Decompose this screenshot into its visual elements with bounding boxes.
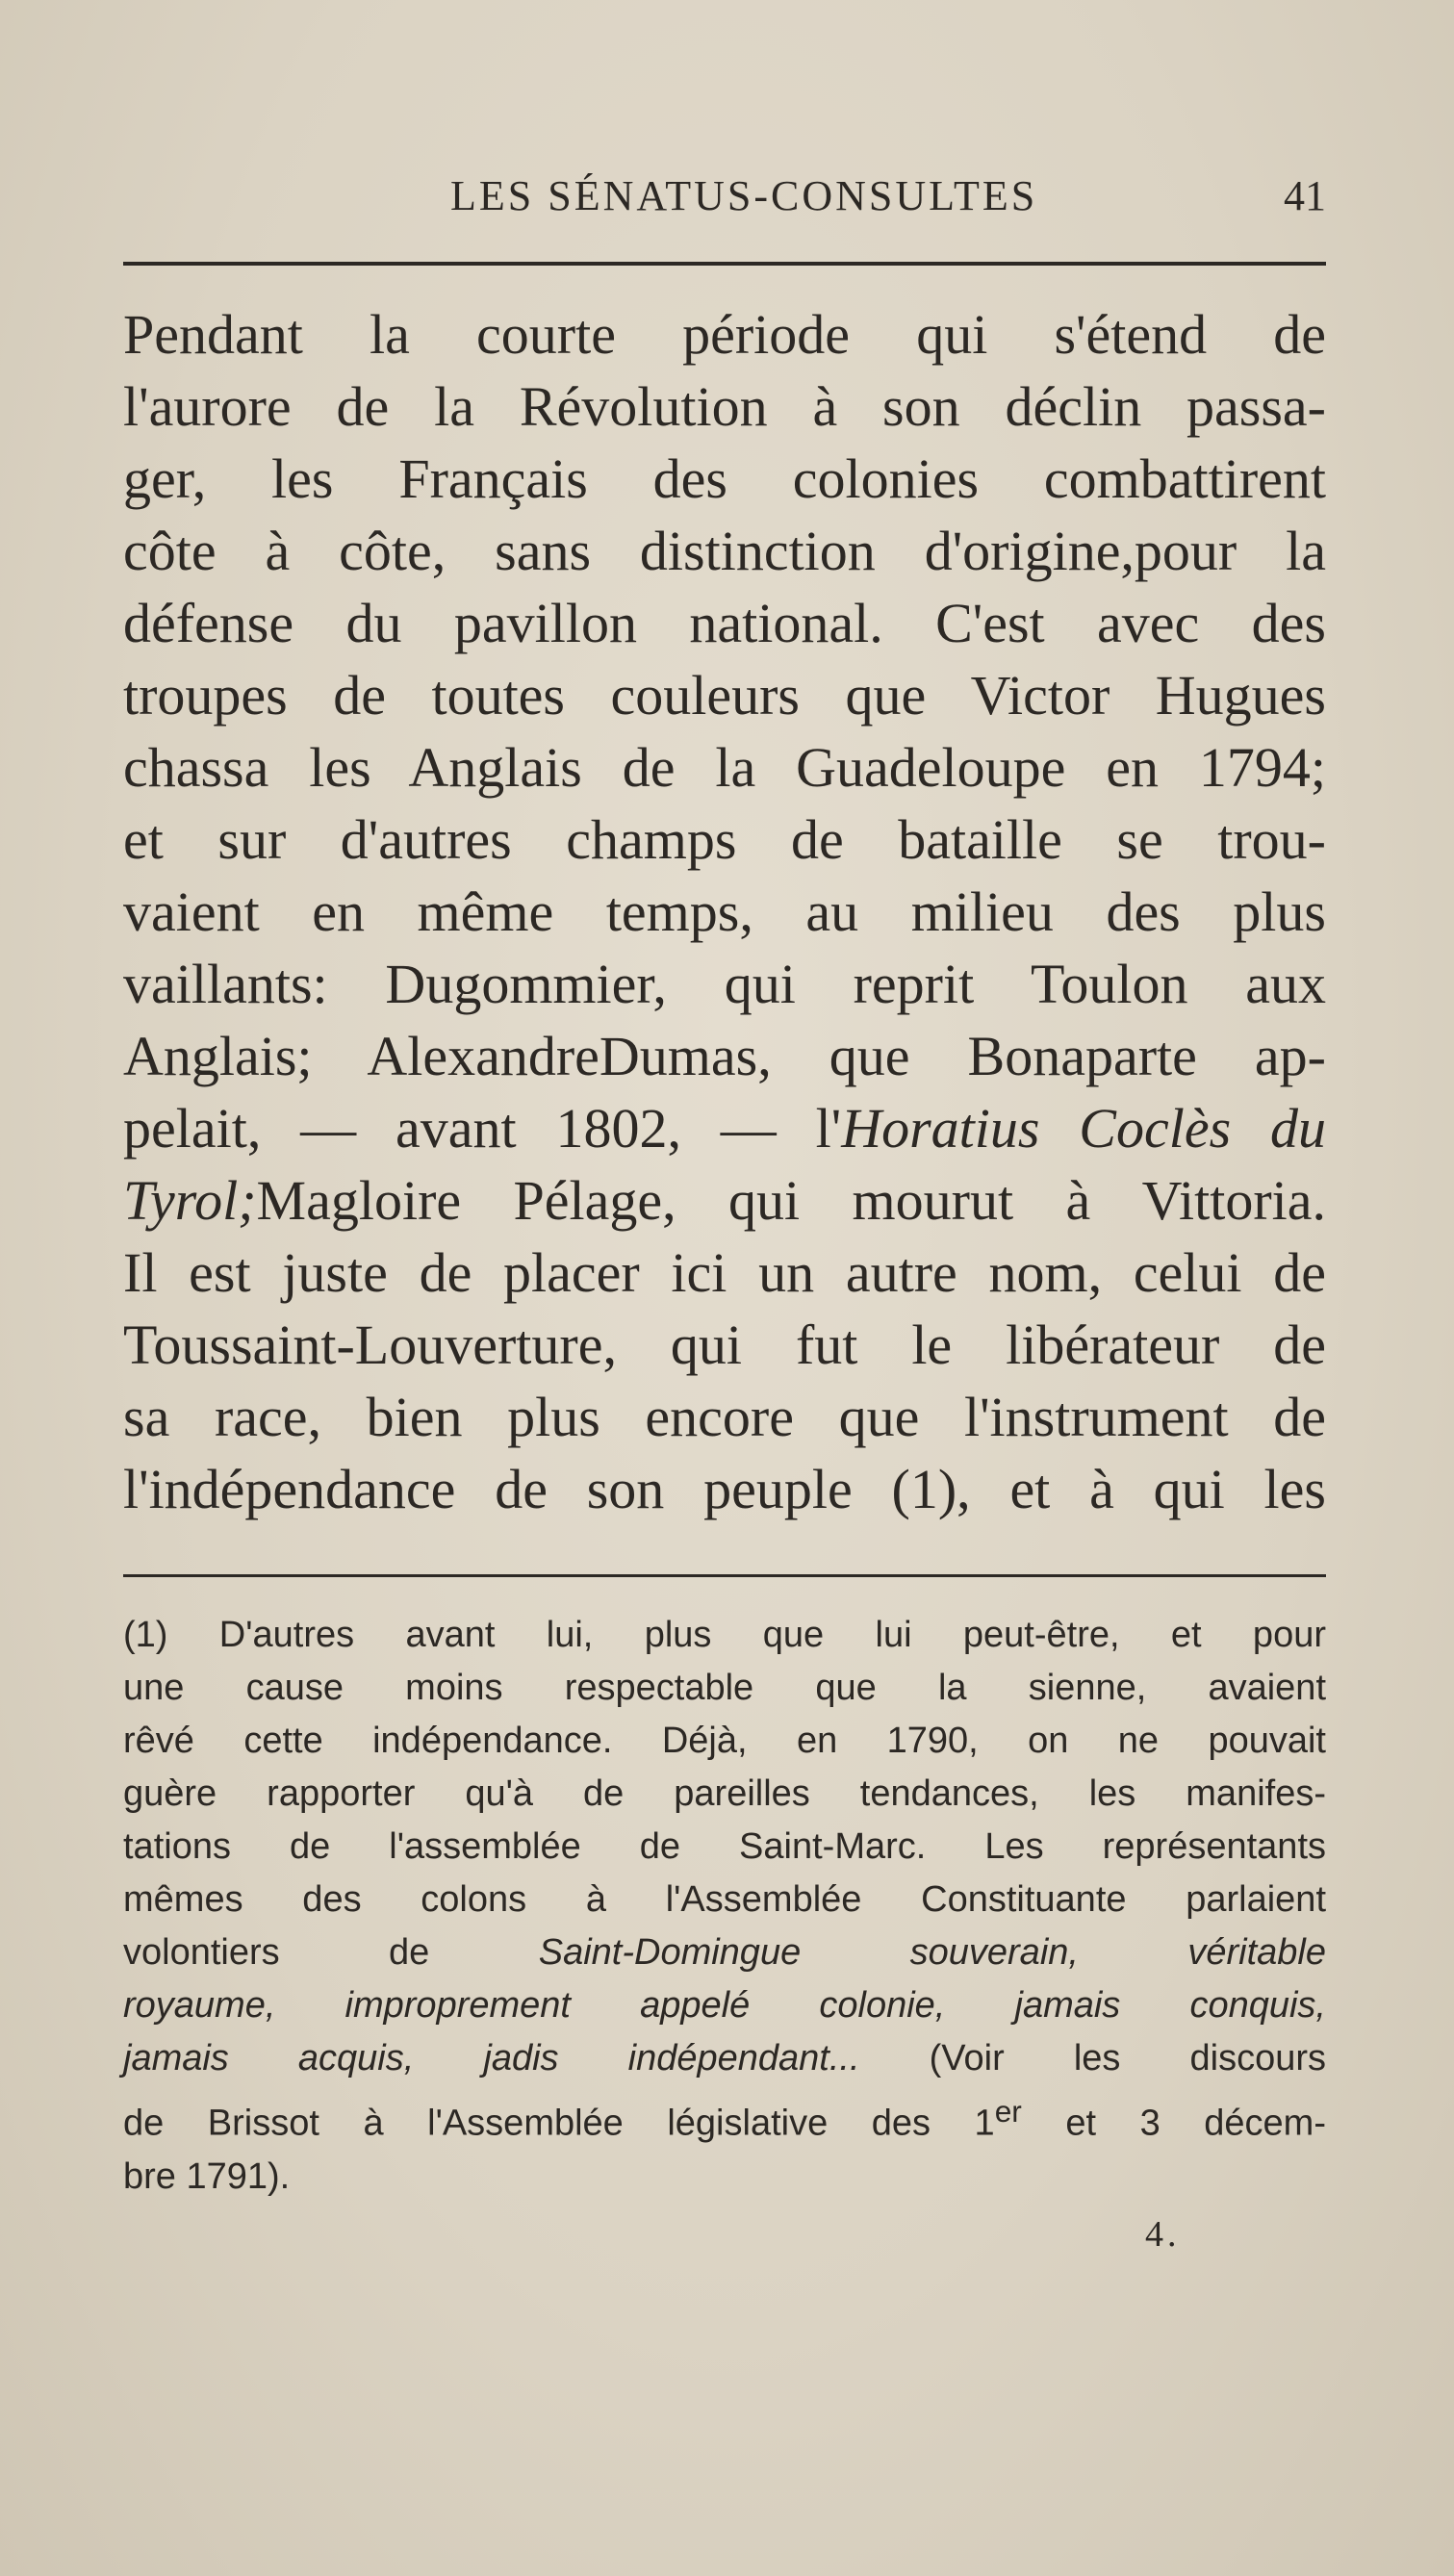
- footnote-line: rêvé cette indépendance. Déjà, en 1790, on ne pouvait: [123, 1721, 1326, 1761]
- superscript: er: [994, 2094, 1022, 2129]
- footnote-line: [123, 1926, 1326, 1979]
- signature-mark: 4.: [1145, 2214, 1181, 2255]
- italic-segment: Saint-Domingue souverain, véritable: [538, 1932, 1326, 1973]
- text-line: Il est juste de placer ici un autre nom, celui de: [123, 1241, 1326, 1304]
- footnote-line: (1) D'autres avant lui, plus que lui peut-être, et pour: [123, 1615, 1326, 1655]
- footnote-line: bre 1791).: [123, 2155, 291, 2197]
- text-segment: pelait, — avant 1802, — l': [123, 1097, 842, 1160]
- footnote-line: [123, 2085, 1326, 2151]
- footnote-line: [123, 2032, 1326, 2085]
- italic-segment: Horatius Coclès du: [841, 1097, 1326, 1160]
- main-text: [123, 298, 1326, 1525]
- footnote: [123, 1609, 1326, 2204]
- text-line: et sur d'autres champs de bataille se trou-: [123, 808, 1326, 871]
- page-header: [123, 166, 1326, 233]
- footnote-line: une cause moins respectable que la sienne, avaient: [123, 1668, 1326, 1708]
- page-number: 41: [1284, 172, 1326, 219]
- footnote-rule: [123, 1574, 1326, 1577]
- text-segment: Magloire Pélage, qui mourut à Vittoria.: [256, 1169, 1326, 1232]
- text-line: ger, les Français des colonies combattirent: [123, 447, 1326, 510]
- text-segment: et 3 décem-: [1021, 2103, 1326, 2144]
- text-line: sa race, bien plus encore que l'instrument de: [123, 1386, 1326, 1448]
- text-line: l'aurore de la Révolution à son déclin passa-: [123, 375, 1326, 438]
- italic-segment: jamais acquis, jadis indépendant...: [123, 2038, 860, 2079]
- text-line: vaillants: Dugommier, qui reprit Toulon aux: [123, 953, 1326, 1015]
- footnote-line: tations de l'assemblée de Saint-Marc. Les représentants: [123, 1826, 1326, 1867]
- italic-segment: Tyrol;: [123, 1169, 257, 1232]
- text-line: Anglais; AlexandreDumas, que Bonaparte ap-: [123, 1025, 1326, 1087]
- header-rule: [123, 262, 1326, 266]
- footnote-line: guère rapporter qu'à de pareilles tendances, les manifes-: [123, 1773, 1326, 1814]
- text-line: chassa les Anglais de la Guadeloupe en 1794;: [123, 736, 1326, 799]
- text-segment: (Voir les discours: [859, 2038, 1326, 2079]
- text-line: vaient en même temps, au milieu des plus: [123, 880, 1326, 943]
- text-segment: de Brissot à l'Assemblée législative des 1: [123, 2103, 995, 2144]
- text-line: l'indépendance de son peuple (1), et à qui les: [123, 1458, 1326, 1520]
- text-line: troupes de toutes couleurs que Victor Hugues: [123, 664, 1326, 727]
- text-line: Toussaint-Louverture, qui fut le libérateur de: [123, 1314, 1326, 1376]
- footnote-line: royaume, improprement appelé colonie, jamais conquis,: [123, 1985, 1326, 2026]
- text-line: [123, 1164, 1326, 1237]
- text-line: défense du pavillon national. C'est avec des: [123, 592, 1326, 654]
- text-line: [123, 1092, 1326, 1164]
- text-line: côte à côte, sans distinction d'origine,pour la: [123, 520, 1326, 582]
- running-title: LES SÉNATUS-CONSULTES: [450, 172, 1038, 219]
- text-line: Pendant la courte période qui s'étend de: [123, 303, 1326, 366]
- text-segment: volontiers de: [123, 1932, 539, 1973]
- footnote-line: mêmes des colons à l'Assemblée Constituante parlaient: [123, 1879, 1326, 1920]
